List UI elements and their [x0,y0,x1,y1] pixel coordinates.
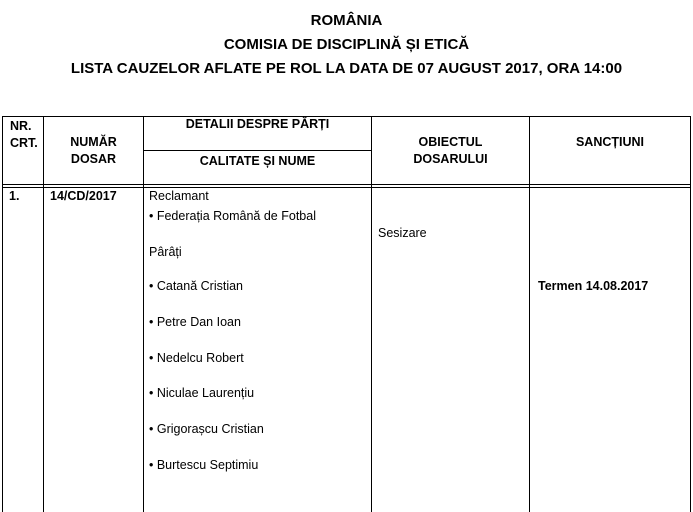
header-dosar-line1: NUMĂR [70,135,117,149]
header-obiect-line1: OBIECTUL [418,135,483,149]
header-sanctiuni: SANCȚIUNI [575,135,645,149]
col-line-1 [43,116,44,512]
header-nr-line2: CRT. [10,136,38,150]
header-obiectul-dosarului [372,134,529,168]
document-title-country: ROMÂNIA [310,12,383,29]
header-bottom-border [2,184,691,185]
document-title-commission: COMISIA DE DISCIPLINĂ ȘI ETICĂ [223,36,470,53]
col-line-5 [690,116,691,512]
row-obiect: Sesizare [378,226,427,240]
parati-label: Pârâți [149,245,182,259]
header-calitate-nume: CALITATE ȘI NUME [199,154,316,168]
col-line-2 [143,116,144,512]
header-obiect-line2: DOSARULUI [413,152,488,166]
header-numar-dosar [44,134,143,168]
header-bottom-border-double [2,187,691,188]
col-line-3 [371,116,372,512]
parat-item: • Burtescu Septimiu [149,458,259,472]
document-title-list: LISTA CAUZELOR AFLATE PE ROL LA DATA DE 07 AUGUST 2017, ORA 14:00 [70,60,623,77]
row-sanctiune: Termen 14.08.2017 [538,279,649,293]
header-nr-line1: NR. [10,119,32,133]
header-detalii-parti: DETALII DESPRE PĂRȚI [185,117,330,131]
reclamant-label: Reclamant [149,189,209,203]
parat-item: • Niculae Laurențiu [149,386,255,400]
reclamant-name: • Federația Română de Fotbal [149,209,316,223]
header-nr-crt [10,118,38,152]
header-dosar-line2: DOSAR [70,152,117,166]
subheader-divider [144,150,371,151]
parat-item: • Nedelcu Robert [149,351,244,365]
parat-item: • Catană Cristian [149,279,244,293]
row-dosar: 14/CD/2017 [50,189,117,203]
parat-item: • Petre Dan Ioan [149,315,241,329]
col-line-4 [529,116,530,512]
col-line-0 [2,116,3,512]
row-nr: 1. [9,189,20,203]
parat-item: • Grigorașcu Cristian [149,422,264,436]
